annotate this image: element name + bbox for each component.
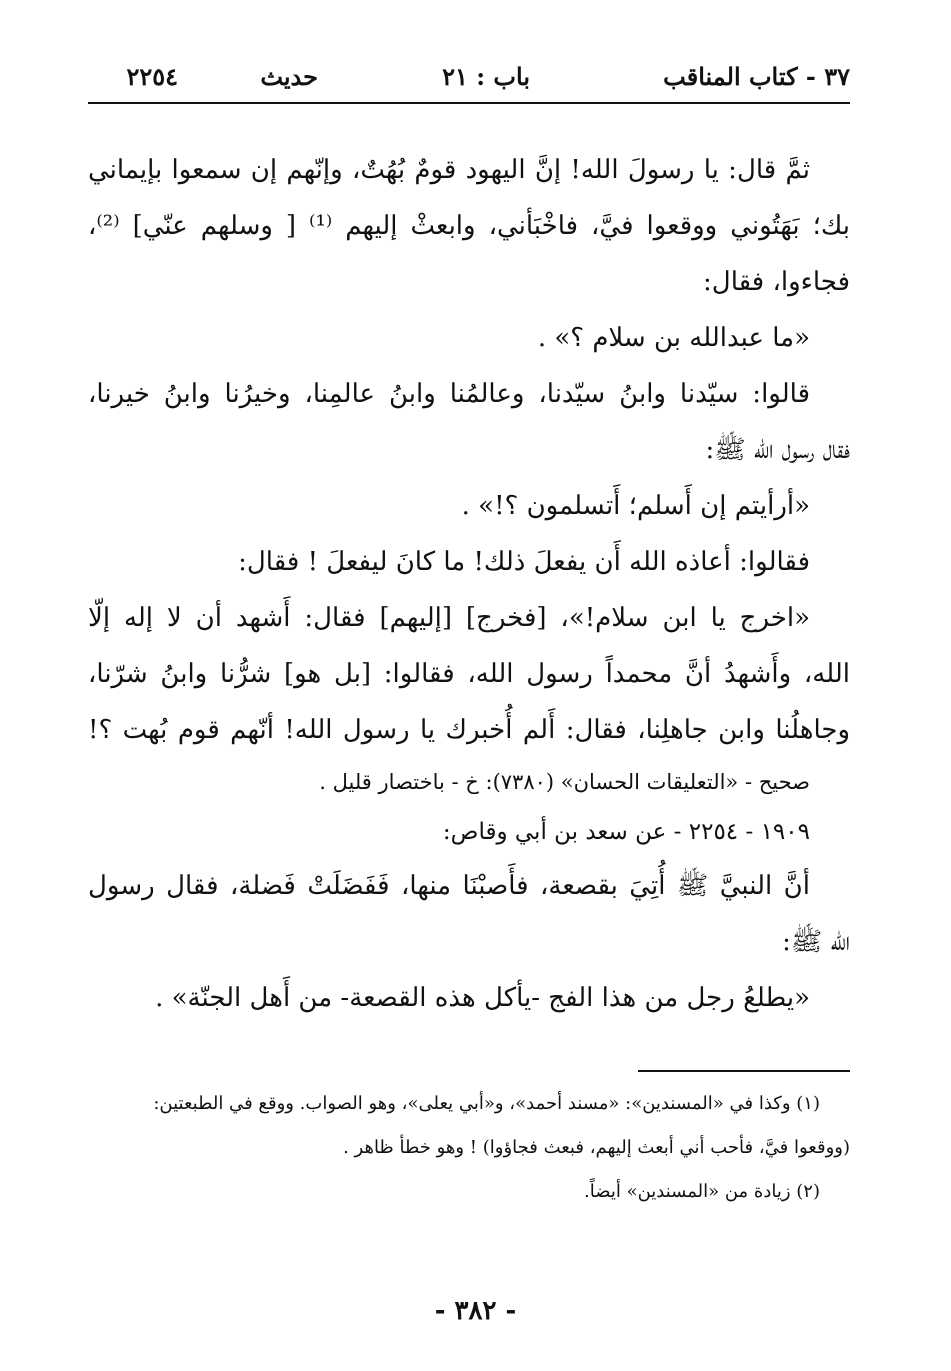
book-title: ٣٧ - كتاب المناقب (663, 62, 850, 91)
text-line: وجاهلُنا وابن جاهلِنا، فقال: أَلم أُخبرك يا رسول الله! أنّهم قوم بُهت ؟! (88, 715, 850, 745)
footnote-line: (٢) زيادة من «المسندين» أيضاً. (584, 1181, 820, 1202)
text-line: أنَّ النبيَّ ﷺ أُتِيَ بقصعة، فأَصبْنَا منها، فَفَضَلَتْ فَضلة، فقال رسول (88, 871, 810, 901)
text-line: قالوا: سيّدنا وابنُ سيّدنا، وعالمُنا وابنُ عالمِنا، وخيرُنا وابنُ خيرنا، (88, 379, 810, 409)
text-line: الله ﷺ: (782, 927, 850, 957)
running-header (88, 58, 850, 98)
text-line: فقالوا: أعاذه الله أَن يفعلَ ذلك! ما كانَ ليفعلَ ! فقال: (238, 547, 810, 577)
footnote-line: (١) وكذا في «المسندين»: «مسند أحمد»، و«أبي يعلى»، وهو الصواب. ووقع في الطبعتين: (153, 1093, 820, 1114)
page-number: - ٣٨٢ - (434, 1296, 517, 1326)
hadith-heading: ١٩٠٩ - ٢٢٥٤ - عن سعد بن أبي وقاص: (442, 819, 810, 845)
text-line: ثمَّ قال: يا رسولَ الله! إنَّ اليهود قومٌ بُهُتٌ، وإنّهم إن سمعوا بإيماني (88, 155, 810, 185)
footnote-line: (ووقعوا فيَّ، فأحب أني أبعث إليهم، فبعث فجاؤوا) ! وهو خطأ ظاهر . (343, 1137, 850, 1158)
header-divider (88, 102, 850, 104)
text-line: «اخرج يا ابن سلام!»، [فخرج] [إليهم] فقال: أَشهد أن لا إله إلّا (88, 603, 810, 633)
chapter-label: باب : ٢١ (442, 62, 530, 91)
hadith-number: ٢٢٥٤ (126, 62, 178, 91)
main-text (88, 142, 850, 1026)
hadith-label: حديث (260, 62, 318, 91)
text-line: «أرأيتم إن أَسلم؛ أَتسلمون ؟!» . (461, 491, 810, 521)
text-line: بك؛ بَهَتُوني ووقعوا فيَّ، فاخْبَأني، وابعثْ إليهم ⁽¹⁾ [ وسلهم عنّي] ⁽²⁾، (88, 211, 850, 241)
text-line: «يطلعُ رجل من هذا الفج -يأكل هذه القصعة- من أَهل الجنّة» . (155, 983, 810, 1013)
text-line: فقال رسول الله ﷺ: (705, 435, 850, 465)
footnote-divider (638, 1070, 850, 1072)
footnotes (88, 1082, 850, 1214)
text-line: الله، وأَشهدُ أنَّ محمداً رسول الله، فقالوا: [بل هو] شرُّنا وابنُ شرّنا، (88, 659, 850, 689)
text-line: «ما عبدالله بن سلام ؟» . (537, 323, 810, 353)
text-line: فجاءوا، فقال: (703, 267, 850, 297)
grading-note: صحيح - «التعليقات الحسان» (٧٣٨٠): خ - باختصار قليل . (319, 770, 810, 794)
